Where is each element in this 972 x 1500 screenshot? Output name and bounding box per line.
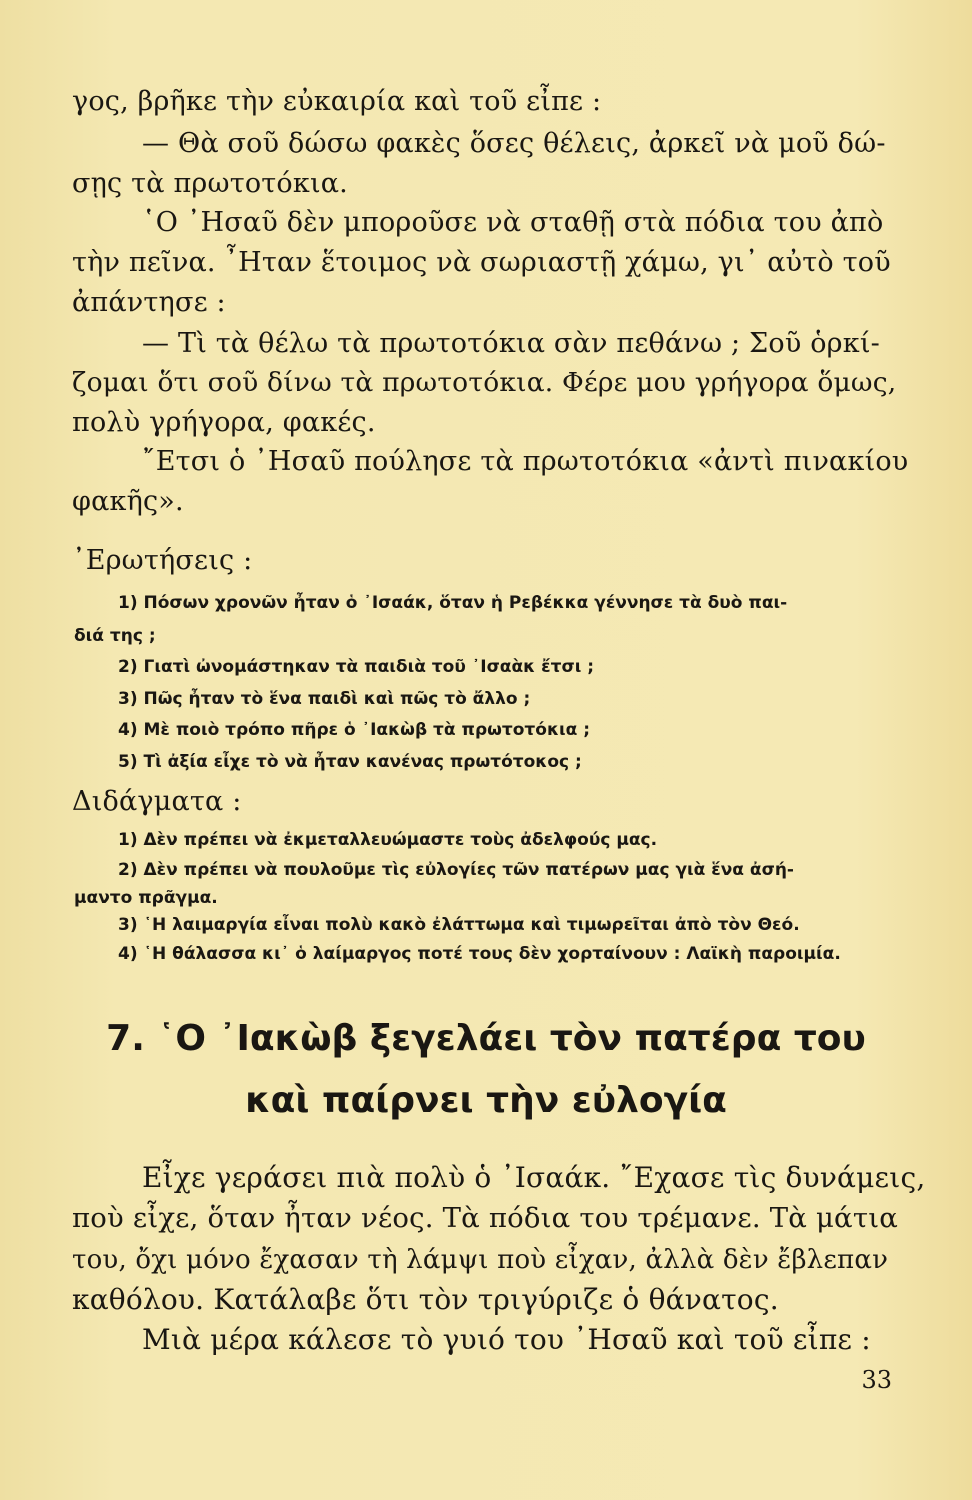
question-item: διά της ;: [74, 626, 156, 646]
text-line: ζομαι ὅτι σοῦ δίνω τὰ πρωτοτόκια. Φέρε μου γρήγορα ὅμως,: [72, 367, 897, 398]
lessons-title: Διδάγματα :: [72, 786, 242, 817]
text-line: φακῆς».: [72, 486, 184, 517]
text-line: πολὺ γρήγορα, φακές.: [72, 407, 376, 438]
page-number: 33: [861, 1366, 892, 1394]
chapter-title-line-1: 7. ῾Ο ᾿Ιακὼβ ξεγελάει τὸν πατέρα του: [106, 1018, 866, 1059]
text-line: — Τὶ τὰ θέλω τὰ πρωτοτόκια σὰν πεθάνω ; Σοῦ ὁρκί-: [142, 328, 880, 359]
text-line: Μιὰ μέρα κάλεσε τὸ γυιό του ᾿Ησαῦ καὶ τοῦ εἶπε :: [142, 1323, 871, 1356]
text-line: ῎Ετσι ὁ ᾿Ησαῦ πούλησε τὰ πρωτοτόκια «ἀντὶ πινακίου: [142, 446, 909, 477]
text-line: του, ὄχι μόνο ἔχασαν τὴ λάμψι ποὺ εἶχαν, ἀλλὰ δὲν ἔβλεπαν: [72, 1245, 889, 1275]
question-item: 1) Πόσων χρονῶν ἦταν ὁ ᾿Ισαάκ, ὅταν ἡ Ρεβέκκα γέννησε τὰ δυὸ παι-: [118, 593, 788, 613]
lesson-item: μαντο πρᾶγμα.: [74, 888, 218, 908]
text-line: τὴν πεῖνα. ῏Ηταν ἕτοιμος νὰ σωριαστῇ χάμω, γι᾿ αὐτὸ τοῦ: [72, 247, 891, 278]
questions-title: ᾿Ερωτήσεις :: [72, 545, 253, 576]
lesson-item: 2) Δὲν πρέπει νὰ πουλοῦμε τὶς εὐλογίες τῶν πατέρων μας γιὰ ἕνα ἀσή-: [118, 860, 794, 880]
text-line: γος, βρῆκε τὴν εὐκαιρία καὶ τοῦ εἶπε :: [72, 86, 602, 117]
text-line: Εἶχε γεράσει πιὰ πολὺ ὁ ᾿Ισαάκ. ῎Εχασε τὶς δυνάμεις,: [142, 1161, 926, 1194]
lesson-item: 4) ῾Η θάλασσα κι᾿ ὁ λαίμαργος ποτέ τους δὲν χορταίνουν : Λαϊκὴ παροιμία.: [118, 944, 841, 964]
chapter-title-line-2: καὶ παίρνει τὴν εὐλογία: [245, 1080, 727, 1121]
text-line: ἀπάντησε :: [72, 287, 226, 318]
lesson-item: 3) ῾Η λαιμαργία εἶναι πολὺ κακὸ ἐλάττωμα καὶ τιμωρεῖται ἀπὸ τὸν Θεό.: [118, 915, 800, 935]
question-item: 3) Πῶς ἦταν τὸ ἕνα παιδὶ καὶ πῶς τὸ ἄλλο ;: [118, 689, 531, 709]
text-line: — Θὰ σοῦ δώσω φακὲς ὅσες θέλεις, ἀρκεῖ νὰ μοῦ δώ-: [142, 128, 886, 159]
question-item: 5) Τὶ ἀξία εἶχε τὸ νὰ ἦταν κανένας πρωτότοκος ;: [118, 752, 582, 772]
text-line: ποὺ εἶχε, ὅταν ἦταν νέος. Τὰ πόδια του τρέμανε. Τὰ μάτια: [72, 1202, 898, 1234]
lesson-item: 1) Δὲν πρέπει νὰ ἐκμεταλλευώμαστε τοὺς ἀδελφούς μας.: [118, 830, 658, 850]
text-line: καθόλου. Κατάλαβε ὅτι τὸν τριγύριζε ὁ θάνατος.: [72, 1283, 779, 1316]
text-line: σῃς τὰ πρωτοτόκια.: [72, 168, 348, 199]
text-line: ῾Ο ᾿Ησαῦ δὲν μποροῦσε νὰ σταθῇ στὰ πόδια του ἀπὸ: [142, 207, 884, 238]
question-item: 2) Γιατὶ ὠνομάστηκαν τὰ παιδιὰ τοῦ ᾿Ισαὰκ ἔτσι ;: [118, 657, 595, 677]
question-item: 4) Μὲ ποιὸ τρόπο πῆρε ὁ ᾿Ιακὼβ τὰ πρωτοτόκια ;: [118, 720, 591, 740]
